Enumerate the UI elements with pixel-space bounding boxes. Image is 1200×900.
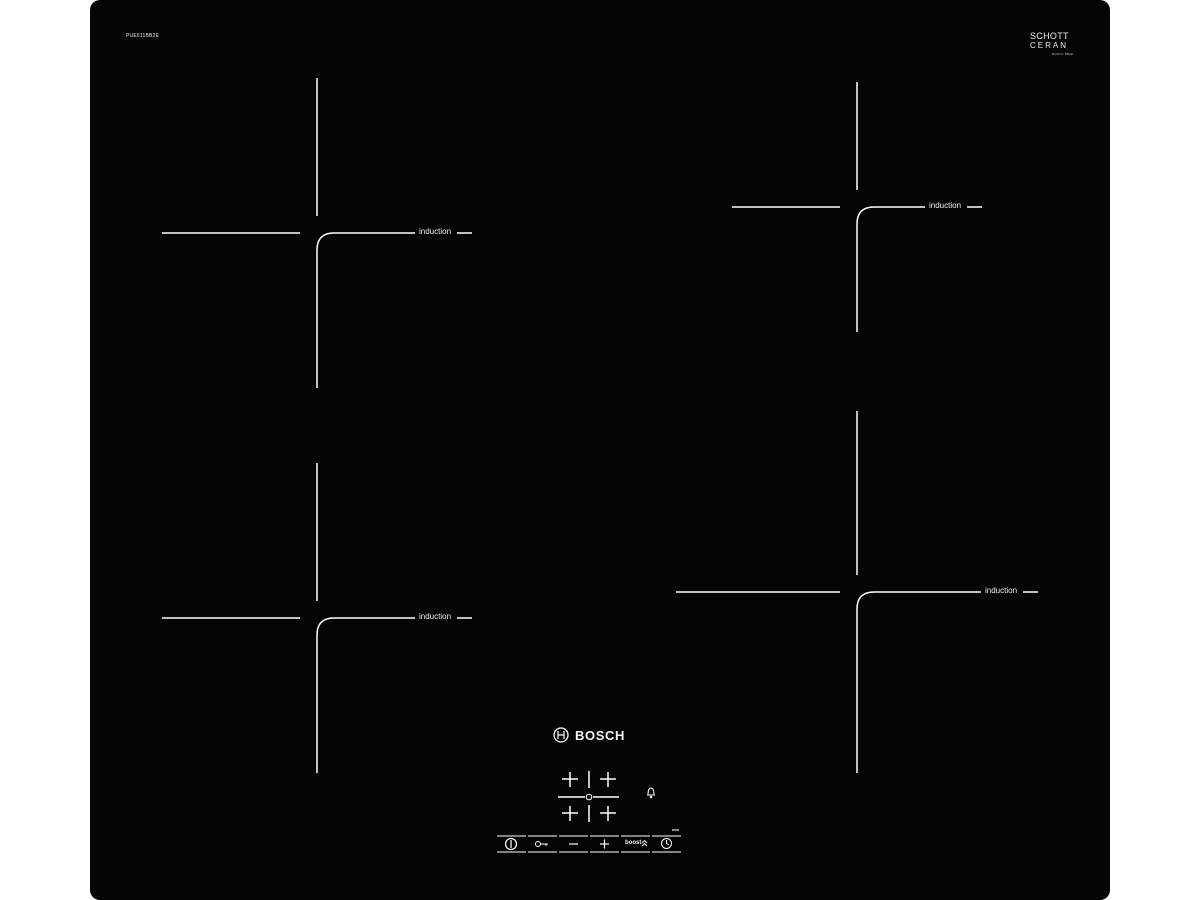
min-label: min [672,827,680,832]
plus-button[interactable] [600,840,609,849]
zone-4-marking [676,411,1038,773]
boost-arrows-icon [642,841,647,847]
model-code: PUE611BB2E [126,33,160,39]
zone-4-label: induction [985,586,1018,595]
glass-code: BOSCH BB2E [1052,52,1074,56]
timer-clock-icon[interactable] [662,839,672,849]
zone-selector-back-left[interactable] [562,772,578,787]
bell-icon [647,788,655,798]
glass-brand-line2: CERAN [1030,41,1069,50]
zone-selector-back-right[interactable] [600,772,616,787]
zone-1-label: induction [419,227,452,236]
brand-logo-text: BOSCH [575,727,625,743]
zone-selector-front-left[interactable] [562,806,578,821]
bosch-armature-icon [553,727,569,743]
glass-brand-line1: SCHOTT [1030,31,1069,41]
power-icon[interactable] [506,839,517,850]
zone-3-label: induction [929,201,962,210]
boost-button[interactable]: boost [625,840,642,846]
key-lock-icon[interactable] [536,842,549,847]
brand-logo [553,727,625,743]
center-dot-icon [586,794,592,800]
zone-2-label: induction [419,612,452,621]
zone-selector-front-right[interactable] [600,806,616,821]
